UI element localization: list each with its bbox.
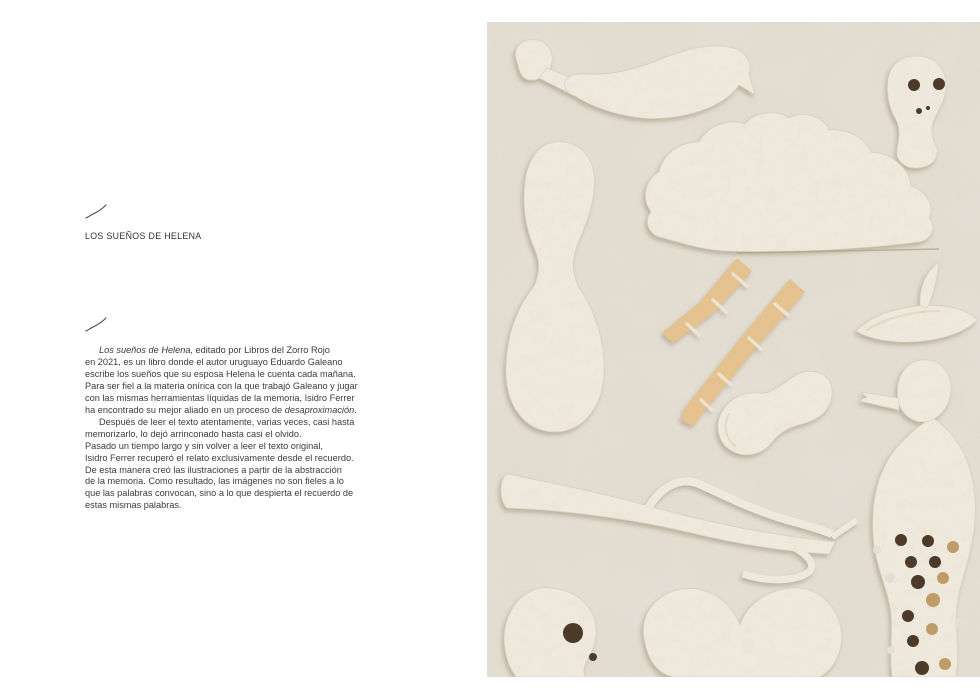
text-line: estas mismas palabras. bbox=[85, 500, 182, 511]
slash-mark-icon bbox=[83, 315, 109, 335]
text-line: Pasado un tiempo largo y sin volver a leer el texto original, bbox=[85, 440, 323, 451]
text-line: Los sueños de Helena, editado por Libros del Zorro Rojo bbox=[99, 345, 330, 355]
left-page bbox=[0, 0, 487, 700]
page-title: LOS SUEÑOS DE HELENA bbox=[85, 231, 202, 241]
text-line: escribe los sueños que su esposa Helena le cuenta cada mañana. bbox=[85, 368, 356, 379]
text-line: de la memoria. Como resultado, las imágenes no son fieles a lo bbox=[85, 476, 344, 487]
photo-canvas bbox=[487, 22, 980, 677]
text-line: De esta manera creó las ilustraciones a partir de la abstracción bbox=[85, 464, 342, 475]
text-line: ha encontrado su mejor aliado en un proceso de desaproximación. bbox=[85, 404, 357, 415]
text-line: Después de leer el texto atentamente, varias veces, casi hasta bbox=[99, 416, 355, 427]
text-line: Para ser fiel a la materia onírica con la que trabajó Galeano y jugar bbox=[85, 380, 358, 391]
text-line: que las palabras convocan, sino a lo que despierta el recuerdo de bbox=[85, 488, 354, 499]
article-text bbox=[85, 345, 415, 512]
still-life-photo bbox=[487, 22, 980, 677]
slash-mark-icon bbox=[83, 202, 109, 222]
text-line: memorizarlo, lo dejó arrinconado hasta casi el olvido. bbox=[85, 428, 302, 439]
text-line: con las mismas herramientas líquidas de la memoria, Isidro Ferrer bbox=[85, 392, 355, 403]
text-line: Isidro Ferrer recuperó el relato exclusivamente desde el recuerdo. bbox=[85, 452, 354, 463]
text-line: en 2021, es un libro donde el autor uruguayo Eduardo Galeano bbox=[85, 356, 343, 367]
photo-grain bbox=[487, 22, 980, 677]
